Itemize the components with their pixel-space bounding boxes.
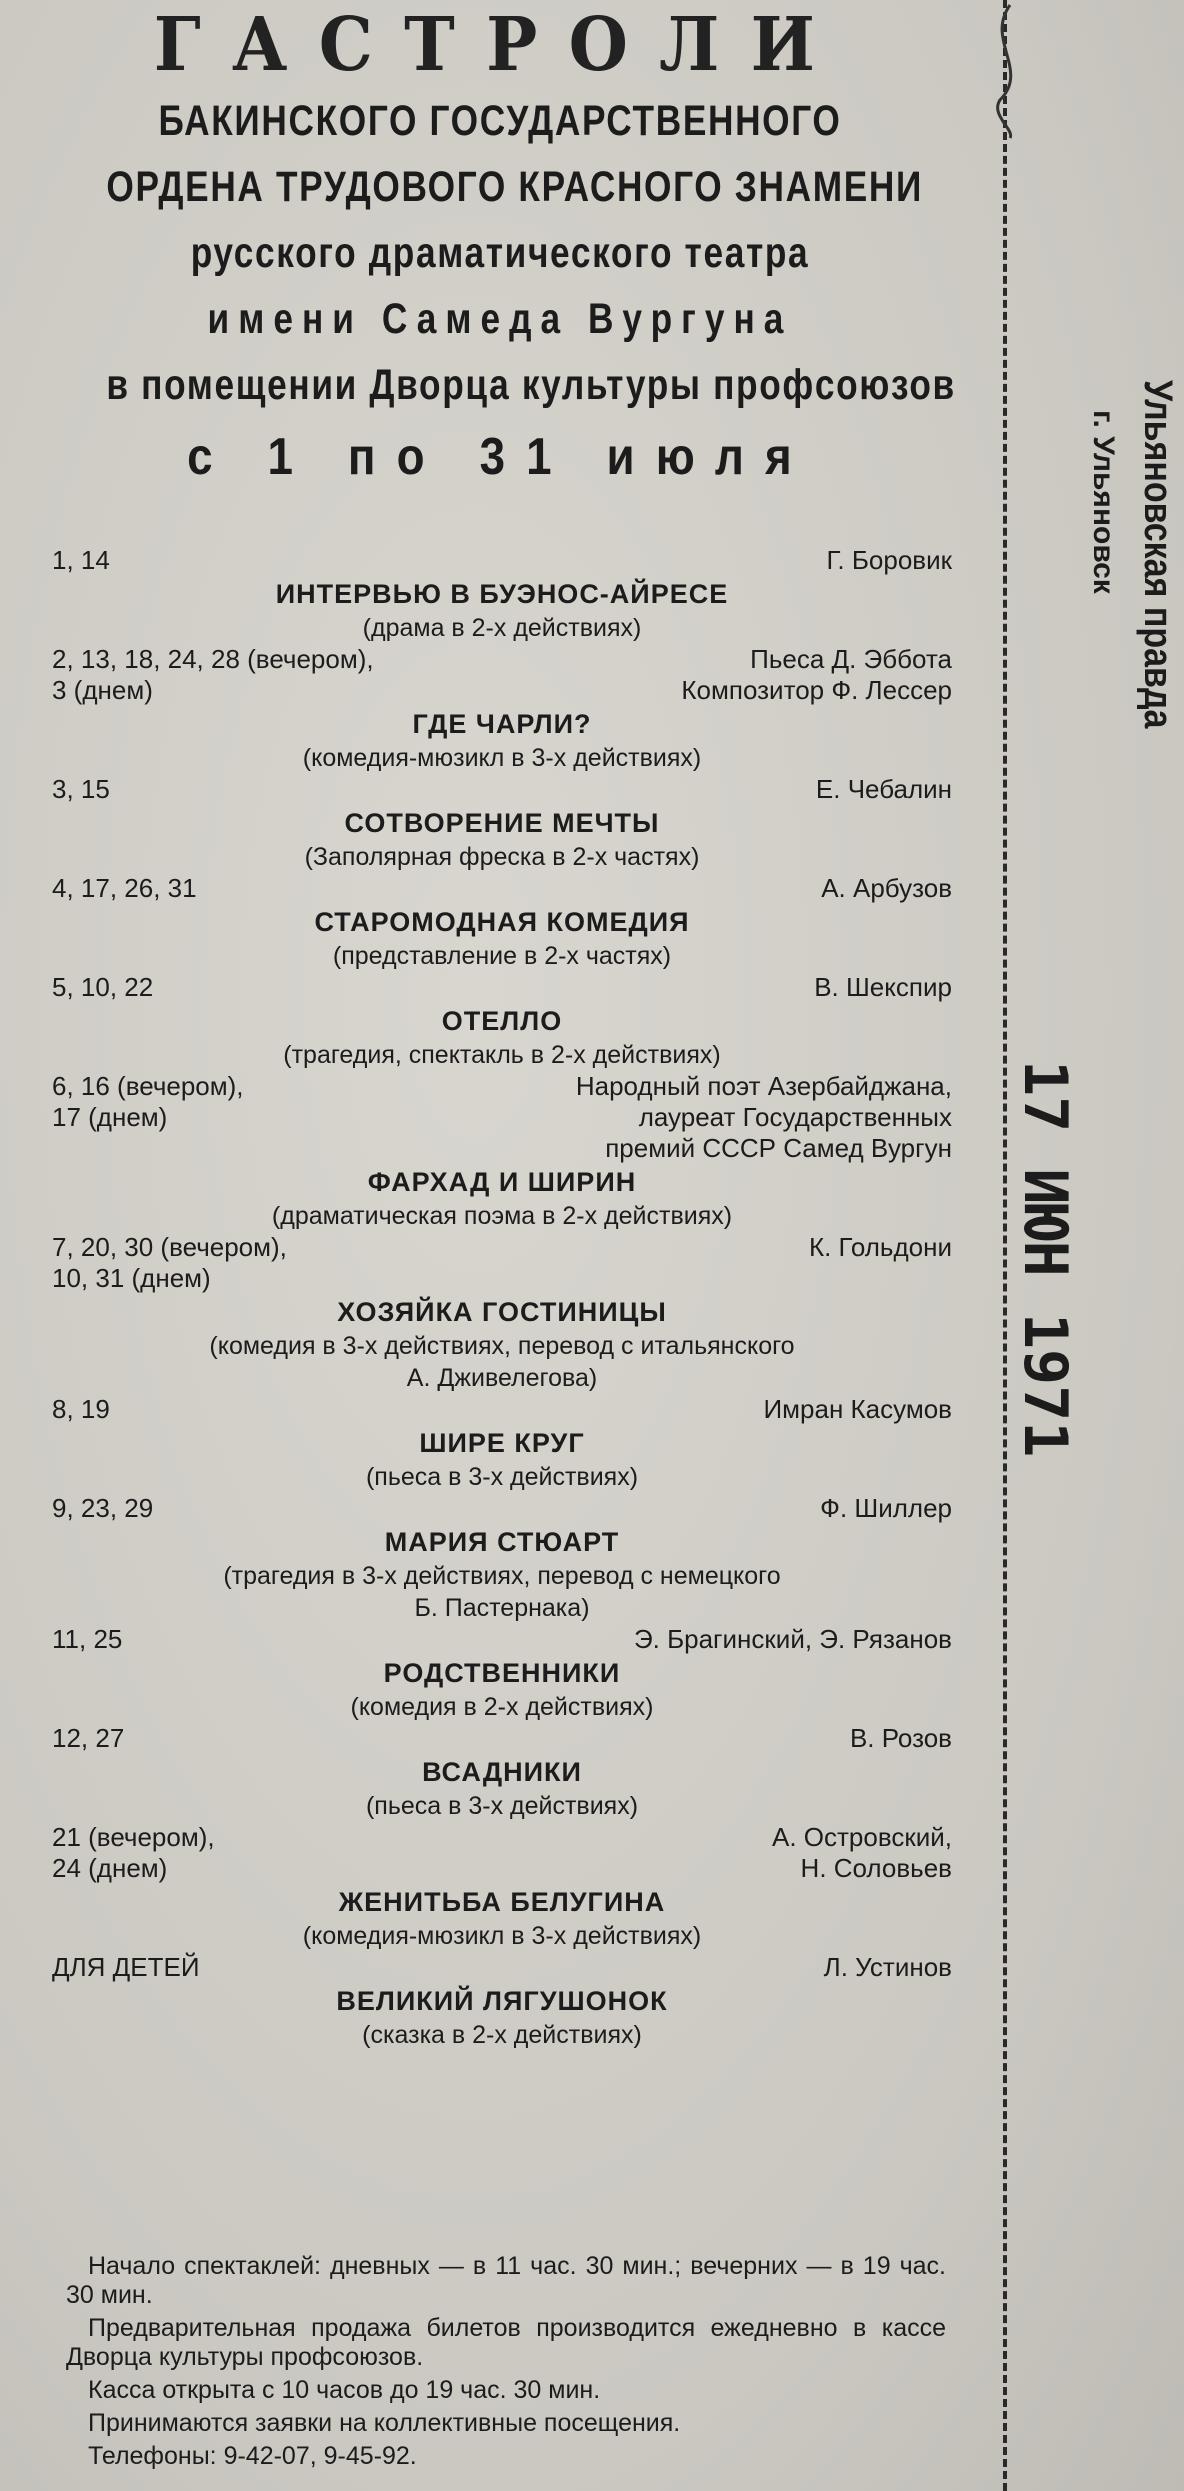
show-entry	[52, 1822, 952, 1952]
show-dates: 11, 25	[52, 1624, 123, 1654]
show-entry	[52, 1232, 952, 1394]
show-entry	[52, 644, 952, 774]
show-genre: (комедия в 3-х действиях, перевод с итальянского	[209, 1332, 795, 1360]
show-entry	[52, 1624, 952, 1723]
show-info-row	[52, 644, 952, 675]
show-author: Имран Касумов	[763, 1394, 952, 1424]
show-title: ВСАДНИКИ	[422, 1757, 582, 1787]
repertoire-list	[52, 545, 952, 2051]
header-line-4: имени Самеда Вургуна	[207, 295, 793, 343]
show-author: Пьеса Д. Эббота	[750, 644, 952, 674]
notice-footer	[66, 2252, 946, 2475]
show-entry	[52, 1723, 952, 1822]
show-author: лауреат Государственных	[638, 1102, 952, 1132]
show-dates: 4, 17, 26, 31	[52, 873, 197, 903]
show-entry	[52, 873, 952, 972]
show-info-row	[52, 1133, 952, 1164]
show-dates: 10, 31 (днем)	[52, 1263, 211, 1293]
show-author: Композитор Ф. Лессер	[681, 675, 952, 705]
show-title: ГДЕ ЧАРЛИ?	[412, 709, 592, 739]
show-entry	[52, 545, 952, 644]
show-dates: 24 (днем)	[52, 1853, 168, 1883]
show-title: ВЕЛИКИЙ ЛЯГУШОНОК	[336, 1986, 668, 2016]
show-author: А. Островский,	[771, 1822, 952, 1852]
show-dates: ДЛЯ ДЕТЕЙ	[52, 1952, 200, 1982]
page-title: ГАСТРОЛИ	[153, 2, 847, 88]
show-dates: 12, 27	[52, 1723, 125, 1753]
announcement-header	[20, 0, 980, 496]
show-info-row	[52, 972, 952, 1003]
show-author: Н. Соловьев	[800, 1853, 952, 1883]
show-info-row	[52, 1263, 952, 1294]
show-title: РОДСТВЕННИКИ	[383, 1658, 621, 1688]
show-info-row	[52, 1853, 952, 1884]
show-title: СТАРОМОДНАЯ КОМЕДИЯ	[314, 907, 690, 937]
show-genre: А. Дживелегова)	[406, 1364, 598, 1392]
show-dates: 7, 20, 30 (вечером),	[52, 1232, 287, 1262]
show-genre: (Заполярная фреска в 2-х частях)	[304, 843, 700, 871]
show-title: ЖЕНИТЬБА БЕЛУГИНА	[338, 1887, 666, 1917]
tour-date-range: с 1 по 31 июля	[187, 428, 813, 486]
footer-line: Касса открыта с 10 часов до 19 час. 30 мин.	[88, 2376, 601, 2404]
show-genre: (представление в 2-х частях)	[332, 942, 672, 970]
header-line-2: ОРДЕНА ТРУДОВОГО КРАСНОГО ЗНАМЕНИ	[106, 163, 923, 211]
show-genre: (сказка в 2-х действиях)	[362, 2021, 642, 2049]
show-info-row	[52, 873, 952, 904]
show-title: ФАРХАД И ШИРИН	[367, 1167, 637, 1197]
show-author: К. Гольдони	[808, 1232, 952, 1262]
show-info-row	[52, 1071, 952, 1102]
show-genre: Б. Пастернака)	[414, 1594, 590, 1622]
show-title: ХОЗЯЙКА ГОСТИНИЦЫ	[337, 1297, 667, 1327]
show-dates: 21 (вечером),	[52, 1822, 215, 1852]
show-dates: 9, 23, 29	[52, 1493, 154, 1523]
show-info-row	[52, 675, 952, 706]
show-info-row	[52, 1102, 952, 1133]
show-info-row	[52, 1493, 952, 1524]
show-dates: 8, 19	[52, 1394, 110, 1424]
show-title: МАРИЯ СТЮАРТ	[384, 1527, 620, 1557]
footer-line: Предварительная продажа билетов производится ежедневно в кассе Дворца культуры профсоюзов.	[66, 2314, 946, 2371]
show-entry	[52, 774, 952, 873]
show-entry	[52, 1952, 952, 2051]
show-info-row	[52, 1624, 952, 1655]
show-genre: (комедия-мюзикл в 3-х действиях)	[302, 744, 702, 772]
show-author: Э. Брагинский, Э. Рязанов	[633, 1624, 952, 1654]
show-info-row	[52, 545, 952, 576]
header-line-1: БАКИНСКОГО ГОСУДАРСТВЕННОГО	[158, 97, 842, 145]
show-info-row	[52, 774, 952, 805]
ink-curl-mark	[980, 0, 1040, 140]
footer-line: Начало спектаклей: дневных — в 11 час. 30 мин.; вечерних — в 19 час. 30 мин.	[66, 2252, 946, 2309]
show-title: ШИРЕ КРУГ	[419, 1428, 585, 1458]
clipping-edge-divider	[1003, 0, 1007, 2491]
show-genre: (трагедия в 3-х действиях, перевод с немецкого	[223, 1562, 781, 1590]
show-info-row	[52, 1952, 952, 1983]
show-author: А. Арбузов	[821, 873, 952, 903]
show-info-row	[52, 1394, 952, 1425]
show-author: Ф. Шиллер	[820, 1493, 952, 1523]
show-author: Е. Чебалин	[815, 774, 952, 804]
show-genre: (трагедия, спектакль в 2-х действиях)	[283, 1041, 721, 1069]
show-author: Л. Устинов	[823, 1952, 952, 1982]
show-author: премий СССР Самед Вургун	[605, 1133, 952, 1163]
show-genre: (драма в 2-х действиях)	[362, 614, 642, 642]
show-author: Г. Боровик	[826, 545, 952, 575]
show-info-row	[52, 1822, 952, 1853]
show-entry	[52, 972, 952, 1071]
show-dates: 5, 10, 22	[52, 972, 154, 1002]
show-entry	[52, 1394, 952, 1493]
show-author: В. Шекспир	[814, 972, 952, 1002]
date-stamp: 17 ИЮН 1971	[1010, 1060, 1080, 1458]
show-genre: (пьеса в 3-х действиях)	[365, 1792, 639, 1820]
show-dates: 17 (днем)	[52, 1102, 168, 1132]
show-entry	[52, 1071, 952, 1232]
show-dates: 3 (днем)	[52, 675, 153, 705]
show-info-row	[52, 1232, 952, 1263]
newspaper-city: г. Ульяновск	[1087, 410, 1120, 594]
newspaper-name: Ульяновская правда	[1136, 380, 1180, 729]
footer-line: Принимаются заявки на коллективные посещения.	[88, 2409, 681, 2437]
show-genre: (драматическая поэма в 2-х действиях)	[271, 1202, 733, 1230]
show-dates: 2, 13, 18, 24, 28 (вечером),	[52, 644, 374, 674]
show-dates: 6, 16 (вечером),	[52, 1071, 244, 1101]
show-entry	[52, 1493, 952, 1624]
show-title: ОТЕЛЛО	[441, 1006, 563, 1036]
footer-line: Телефоны: 9-42-07, 9-45-92.	[88, 2442, 417, 2470]
show-author: Народный поэт Азербайджана,	[575, 1071, 952, 1101]
header-line-5: в помещении Дворца культуры профсоюзов	[106, 361, 956, 409]
show-info-row	[52, 1723, 952, 1754]
show-title: ИНТЕРВЬЮ В БУЭНОС-АЙРЕСЕ	[275, 579, 729, 609]
show-title: СОТВОРЕНИЕ МЕЧТЫ	[344, 808, 660, 838]
show-genre: (комедия-мюзикл в 3-х действиях)	[302, 1922, 702, 1950]
show-dates: 3, 15	[52, 774, 110, 804]
show-dates: 1, 14	[52, 545, 110, 575]
show-author: В. Розов	[849, 1723, 952, 1753]
show-genre: (комедия в 2-х действиях)	[350, 1693, 654, 1721]
header-line-3: русского драматического театра	[190, 229, 810, 277]
show-genre: (пьеса в 3-х действиях)	[365, 1463, 639, 1491]
